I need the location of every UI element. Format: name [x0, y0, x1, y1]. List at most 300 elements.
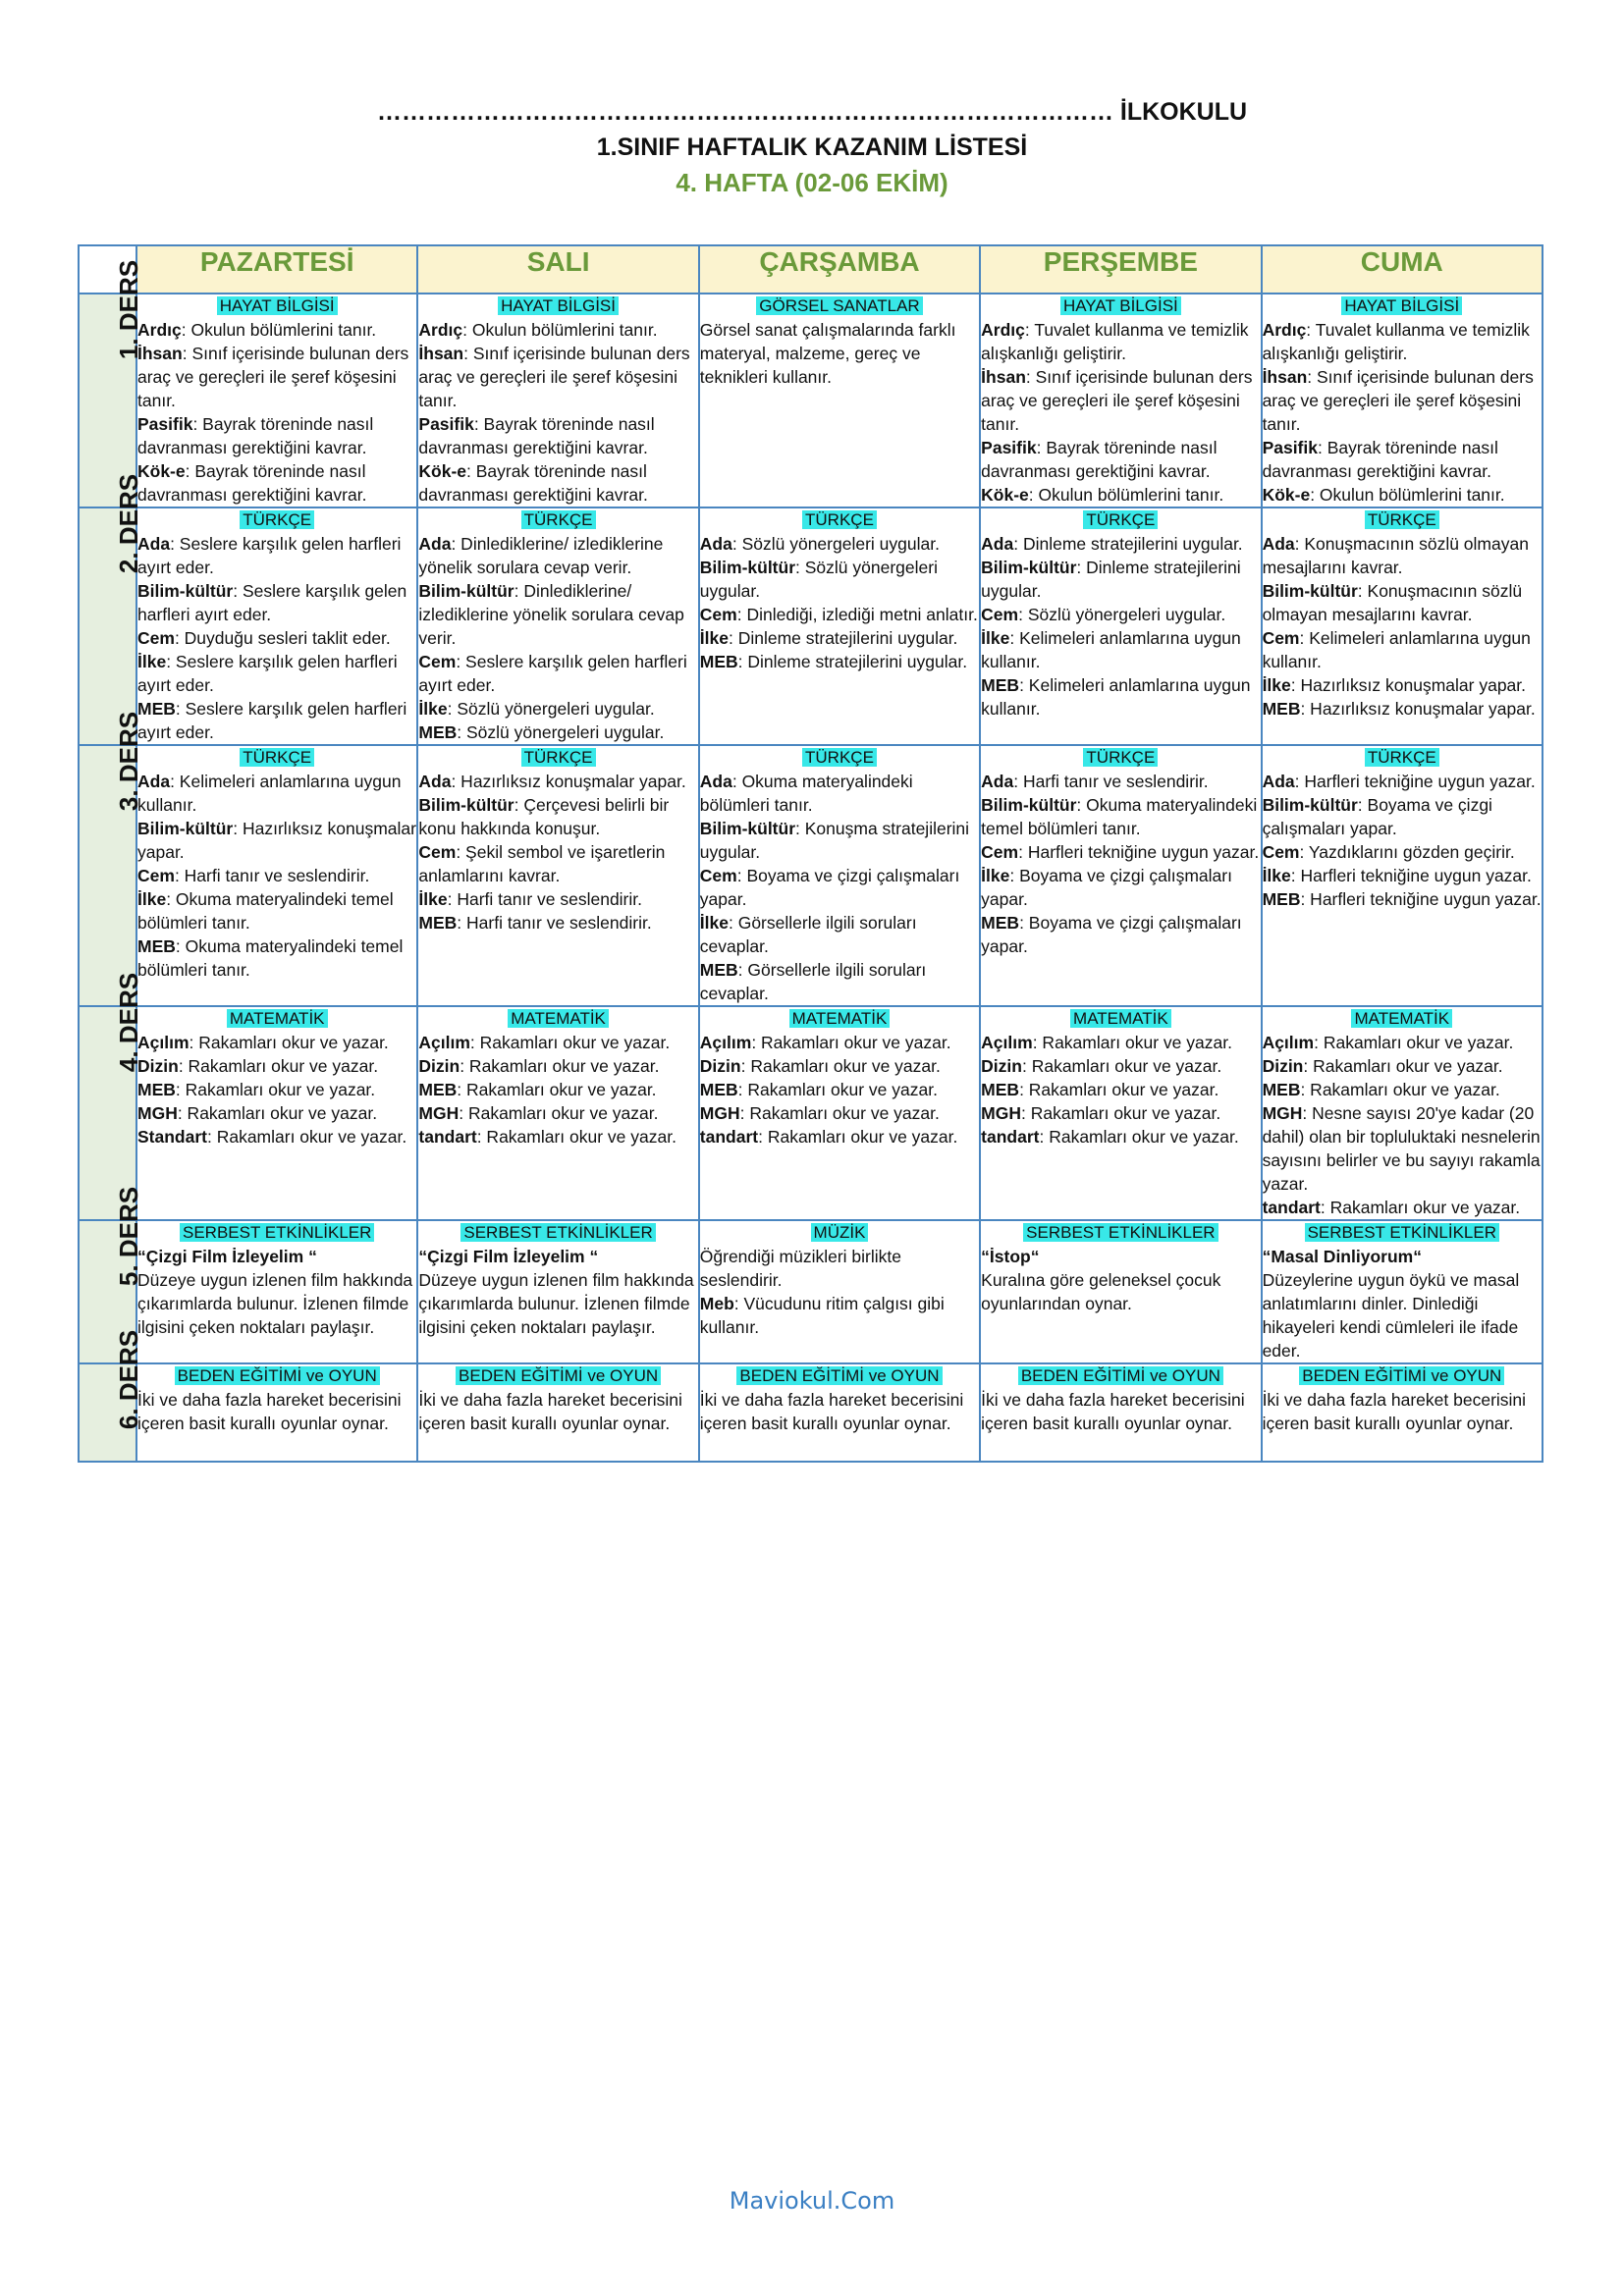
objective-text: : Rakamları okur ve yazar. [1320, 1198, 1521, 1217]
source-label: Dizin [418, 1056, 460, 1076]
objective-entry [981, 603, 1260, 626]
subject-label: BEDEN EĞİTİMİ ve OYUN [175, 1366, 380, 1385]
lesson-label: 6. DERS [114, 1329, 144, 1430]
source-label: Kök-e [981, 485, 1029, 505]
objective-text: : Rakamları okur ve yazar. [739, 1103, 940, 1123]
objective-text: : Rakamları okur ve yazar. [476, 1127, 677, 1147]
source-label: MGH [1262, 1103, 1303, 1123]
objective-entry [418, 1245, 697, 1268]
source-label: Cem [1262, 628, 1300, 648]
lesson-cell-monday [136, 294, 417, 507]
objective-text: : Harfleri tekniğine uygun yazar. [1294, 772, 1536, 791]
objective-text: : Sözlü yönergeleri uygular. [457, 722, 665, 742]
subject-heading [1263, 1007, 1542, 1030]
objective-text: : Kelimeleri anlamlarına uygun kullanır. [981, 628, 1241, 671]
objective-text: : Duyduğu sesleri taklit eder. [174, 628, 391, 648]
subject-heading [700, 294, 979, 317]
source-label: Bilim-kültür [699, 819, 796, 838]
objective-entry [700, 318, 979, 389]
source-label: Bilim-kültür [418, 795, 514, 815]
lesson-cell-wednesday [699, 1363, 980, 1462]
objective-entry [137, 1101, 416, 1125]
objective-entry [418, 532, 697, 579]
objective-text: : Bayrak töreninde nasıl davranması gerektiğini kavrar. [981, 438, 1218, 481]
objective-text: : Sözlü yönergeleri uygular. [699, 558, 938, 601]
subject-heading [418, 1221, 697, 1244]
lesson-row [79, 745, 1543, 1006]
objective-entry [137, 412, 416, 459]
subject-label: SERBEST ETKİNLİKLER [1305, 1223, 1499, 1242]
objective-entry [981, 1101, 1260, 1125]
objective-entry [1263, 793, 1542, 840]
subject-heading [137, 746, 416, 769]
source-label: Cem [137, 866, 175, 885]
subject-label: TÜRKÇE [802, 748, 877, 767]
lesson-label: 4. DERS [114, 972, 144, 1073]
objective-text: : Boyama ve çizgi çalışmaları yapar. [699, 866, 960, 909]
source-label: Cem [418, 652, 457, 671]
objective-text: : Dinleme stratejilerini uygular. [728, 628, 958, 648]
lesson-label-cell [79, 1329, 144, 1462]
lesson-cell-thursday [980, 1220, 1261, 1363]
objective-entry [700, 603, 979, 626]
subject-heading [1263, 746, 1542, 769]
objective-text: : Sözlü yönergeleri uygular. [447, 699, 655, 719]
objective-entry [137, 318, 416, 342]
objective-entry [1263, 1245, 1542, 1268]
objective-entry [137, 697, 416, 744]
source-label: Dizin [699, 1056, 741, 1076]
objective-entry [981, 483, 1260, 507]
lesson-cell-tuesday [417, 294, 698, 507]
objective-entry [700, 911, 979, 958]
source-label: Dizin [137, 1056, 179, 1076]
source-label: Ada [1262, 534, 1295, 554]
objective-entry [137, 459, 416, 507]
objective-text: : Sözlü yönergeleri uygular. [1018, 605, 1226, 624]
objective-entry [418, 1078, 697, 1101]
lesson-cell-wednesday [699, 1220, 980, 1363]
subject-label: MATEMATİK [508, 1009, 609, 1028]
objective-entry [418, 318, 697, 342]
source-label: Dizin [1262, 1056, 1304, 1076]
source-label: Ardıç [137, 320, 182, 340]
source-label: MGH [137, 1103, 178, 1123]
subject-heading [1263, 1221, 1542, 1244]
lesson-cell-monday [136, 1363, 417, 1462]
subject-label: BEDEN EĞİTİMİ ve OYUN [1299, 1366, 1504, 1385]
subject-label: TÜRKÇE [240, 510, 314, 529]
subject-label: SERBEST ETKİNLİKLER [460, 1223, 655, 1242]
subject-heading [700, 1221, 979, 1244]
objective-entry [137, 1125, 416, 1148]
day-header-thursday: PERŞEMBE [980, 245, 1261, 294]
objective-entry [418, 770, 697, 793]
subject-label: MÜZİK [811, 1223, 869, 1242]
source-label: İlke [1262, 866, 1291, 885]
source-label: MGH [418, 1103, 460, 1123]
objective-text: : Sınıf içerisinde bulunan ders araç ve gereçleri ile şeref köşesini tanır. [418, 344, 690, 410]
objective-entry [1263, 532, 1542, 579]
objective-text: : Okuma materyalindeki temel bölümleri tanır. [981, 795, 1258, 838]
objective-text: : Harfi tanır ve seslendirir. [457, 913, 652, 933]
objective-text: : Rakamları okur ve yazar. [175, 1080, 376, 1099]
source-label: Bilim-kültür [137, 819, 234, 838]
objective-text: : Rakamları okur ve yazar. [177, 1103, 378, 1123]
objective-text: : Rakamları okur ve yazar. [178, 1056, 379, 1076]
objective-entry [1263, 626, 1542, 673]
subject-label: TÜRKÇE [1365, 510, 1439, 529]
lesson-cell-wednesday [699, 1006, 980, 1220]
lesson-cell-friday [1262, 1220, 1543, 1363]
day-header-row [79, 245, 1543, 294]
source-label: MEB [1262, 889, 1301, 909]
objective-text: : Rakamları okur ve yazar. [460, 1056, 660, 1076]
objective-text: : Bayrak töreninde nasıl davranması gerektiğini kavrar. [1262, 438, 1498, 481]
objective-text: : Rakamları okur ve yazar. [1303, 1056, 1503, 1076]
objective-text: : Çerçevesi belirli bir konu hakkında konuşur. [418, 795, 670, 838]
objective-text: : Hazırlıksız konuşmalar yapar. [451, 772, 686, 791]
objective-entry [981, 1054, 1260, 1078]
objective-entry [1263, 673, 1542, 697]
source-label: Cem [981, 605, 1019, 624]
source-label: Ada [699, 772, 732, 791]
source-label: tandart [699, 1127, 759, 1147]
objective-entry [418, 887, 697, 911]
source-label: Cem [1262, 842, 1300, 862]
objective-text: : Rakamları okur ve yazar. [1021, 1056, 1222, 1076]
objective-entry [700, 650, 979, 673]
source-label: Cem [137, 628, 175, 648]
objective-entry [700, 1245, 979, 1292]
source-label: İlke [418, 889, 448, 909]
lesson-cell-thursday [980, 294, 1261, 507]
objective-entry [1263, 1388, 1542, 1435]
objective-entry [1263, 1054, 1542, 1078]
objective-entry [137, 1078, 416, 1101]
subject-heading [137, 294, 416, 317]
lesson-cell-wednesday [699, 507, 980, 745]
source-label: Cem [981, 842, 1019, 862]
subject-heading [1263, 508, 1542, 531]
subject-label: BEDEN EĞİTİMİ ve OYUN [456, 1366, 661, 1385]
objective-entry [1263, 318, 1542, 365]
objective-text: : Bayrak töreninde nasıl davranması gerektiğini kavrar. [137, 414, 374, 457]
lesson-label: 2. DERS [114, 473, 144, 574]
day-header-tuesday: SALI [417, 245, 698, 294]
lesson-cell-friday [1262, 1006, 1543, 1220]
subject-heading [700, 1007, 979, 1030]
lesson-cell-thursday [980, 745, 1261, 1006]
day-header-monday: PAZARTESİ [136, 245, 417, 294]
lesson-row [79, 294, 1543, 507]
objective-text: : Rakamları okur ve yazar. [1300, 1080, 1500, 1099]
objective-text: : Okulun bölümlerini tanır. [1028, 485, 1224, 505]
lesson-cell-tuesday [417, 1220, 698, 1363]
footer-site-name: Maviokul.Com [729, 2187, 895, 2215]
objective-entry [981, 626, 1260, 673]
objective-entry [418, 1031, 697, 1054]
source-label: İlke [981, 628, 1010, 648]
source-label: MEB [418, 1080, 458, 1099]
objective-text: : Görsellerle ilgili soruları cevaplar. [699, 913, 917, 956]
objective-text: : Seslere karşılık gelen harfleri ayırt eder. [418, 652, 687, 695]
objective-entry [418, 342, 697, 412]
lesson-label: 1. DERS [114, 259, 144, 360]
objective-entry [981, 1125, 1260, 1148]
objective-text: : Harfi tanır ve seslendirir. [174, 866, 370, 885]
objective-entry [700, 626, 979, 650]
objective-text: : Sınıf içerisinde bulunan ders araç ve gereçleri ile şeref köşesini tanır. [981, 367, 1253, 434]
source-label: Kök-e [418, 461, 467, 481]
objective-entry [418, 793, 697, 840]
objective-text: : Bayrak töreninde nasıl davranması gerektiğini kavrar. [418, 461, 648, 505]
source-label: Ada [137, 534, 171, 554]
day-header-friday: CUMA [1262, 245, 1543, 294]
source-label: tandart [418, 1127, 477, 1147]
objective-text: : Rakamları okur ve yazar. [758, 1127, 958, 1147]
source-label: Pasifik [981, 438, 1037, 457]
source-label: Bilim-kültür [1262, 581, 1358, 601]
objective-text: : Görsellerle ilgili soruları cevaplar. [699, 960, 927, 1003]
objective-text: : Konuşmacının sözlü olmayan mesajlarını kavrar. [1262, 534, 1529, 577]
subject-label: SERBEST ETKİNLİKLER [180, 1223, 374, 1242]
objective-entry [700, 1388, 979, 1435]
lesson-cell-wednesday [699, 745, 980, 1006]
objective-entry [1263, 887, 1542, 911]
objective-text: : Rakamları okur ve yazar. [1021, 1103, 1221, 1123]
objective-entry [700, 864, 979, 911]
objective-entry [700, 770, 979, 817]
source-label: İhsan [418, 344, 464, 363]
objective-text: : Rakamları okur ve yazar. [751, 1033, 951, 1052]
source-label: Ada [1262, 772, 1295, 791]
lesson-cell-monday [136, 1220, 417, 1363]
lesson-cell-thursday [980, 1006, 1261, 1220]
objective-text: : Okulun bölümlerini tanır. [462, 320, 658, 340]
objective-text: : Kelimeleri anlamlarına uygun kullanır. [1262, 628, 1531, 671]
objective-entry [418, 1125, 697, 1148]
objective-text: : Harfleri tekniğine uygun yazar. [1018, 842, 1260, 862]
objective-text: : Konuşmacının sözlü olmayan mesajlarını kavrar. [1262, 581, 1523, 624]
source-label: MEB [699, 652, 738, 671]
objective-text: Öğrendiği müzikleri birlikte seslendirir. [699, 1247, 901, 1290]
objective-entry [700, 1125, 979, 1148]
objective-entry [700, 817, 979, 864]
subject-heading [981, 294, 1260, 317]
objective-entry [981, 556, 1260, 603]
objective-text: : Dinlediklerine/ izlediklerine yönelik sorulara cevap verir. [418, 581, 684, 648]
subject-label: MATEMATİK [1070, 1009, 1171, 1028]
source-label: Ada [981, 534, 1014, 554]
objective-text: : Bayrak töreninde nasıl davranması gerektiğini kavrar. [418, 414, 655, 457]
lesson-cell-tuesday [417, 1006, 698, 1220]
source-label: Bilim-kültür [699, 558, 796, 577]
subject-heading [1263, 294, 1542, 317]
objective-entry [137, 1388, 416, 1435]
objective-text: : Tuvalet kullanma ve temizlik alışkanlığı geliştirir. [1262, 320, 1530, 363]
source-label: tandart [981, 1127, 1040, 1147]
objective-entry [418, 1101, 697, 1125]
lesson-cell-tuesday [417, 1363, 698, 1462]
objective-text: Düzeye uygun izlenen film hakkında çıkarımlarda bulunur. İzlenen filmde ilgisini çeken noktaları paylaşır. [137, 1270, 413, 1337]
objective-entry [1263, 1101, 1542, 1196]
subject-heading [137, 508, 416, 531]
source-label: Ada [981, 772, 1014, 791]
subject-label: HAYAT BİLGİSİ [498, 296, 619, 315]
source-label: İlke [699, 913, 729, 933]
lesson-cell-thursday [980, 507, 1261, 745]
subject-heading [137, 1221, 416, 1244]
objective-text: : Rakamları okur ve yazar. [1314, 1033, 1514, 1052]
source-label: Ada [699, 534, 732, 554]
source-label: Kök-e [137, 461, 186, 481]
source-label: Cem [418, 842, 457, 862]
lesson-cell-wednesday [699, 294, 980, 507]
objective-entry [418, 412, 697, 459]
objective-text: İki ve daha fazla hareket becerisini içeren basit kurallı oyunlar oynar. [1262, 1390, 1527, 1433]
objective-text: Düzeye uygun izlenen film hakkında çıkarımlarda bulunur. İzlenen filmde ilgisini çeken noktaları paylaşır. [418, 1270, 694, 1337]
source-label: MEB [137, 936, 176, 956]
objective-text: : Boyama ve çizgi çalışmaları yapar. [981, 913, 1242, 956]
subject-label: BEDEN EĞİTİMİ ve OYUN [1018, 1366, 1223, 1385]
objective-entry [700, 532, 979, 556]
objective-entry [418, 697, 697, 721]
objective-text: : Tuvalet kullanma ve temizlik alışkanlığı geliştirir. [981, 320, 1249, 363]
objective-text: : Boyama ve çizgi çalışmaları yapar. [981, 866, 1232, 909]
source-label: Pasifik [137, 414, 193, 434]
objective-entry [1263, 365, 1542, 436]
objective-entry [418, 650, 697, 697]
objective-text: : Hazırlıksız konuşmalar yapar. [1290, 675, 1527, 695]
subject-label: BEDEN EĞİTİMİ ve OYUN [736, 1366, 942, 1385]
lesson-row [79, 1363, 1543, 1462]
source-label: İlke [137, 652, 167, 671]
objective-entry [1263, 770, 1542, 793]
lesson-label-cell [79, 473, 144, 745]
source-label: İhsan [137, 344, 183, 363]
source-label: İlke [1262, 675, 1291, 695]
objective-entry [137, 650, 416, 697]
objective-text: : Rakamları okur ve yazar. [459, 1103, 659, 1123]
objective-entry [137, 934, 416, 982]
source-label: İhsan [1262, 367, 1308, 387]
objective-text: : Seslere karşılık gelen harfleri ayırt eder. [137, 652, 398, 695]
objective-entry [981, 864, 1260, 911]
lesson-row [79, 507, 1543, 745]
source-label: Standart [137, 1127, 207, 1147]
objective-entry [981, 436, 1260, 483]
objective-text: : Okulun bölümlerini tanır. [1310, 485, 1505, 505]
objective-entry [137, 1268, 416, 1339]
subject-heading [981, 746, 1260, 769]
objective-text: : Hazırlıksız konuşmalar yapar. [137, 819, 416, 862]
source-label: Cem [699, 866, 737, 885]
source-label: Ardıç [981, 320, 1025, 340]
source-label: Ada [418, 534, 452, 554]
objective-text: : Sözlü yönergeleri uygular. [731, 534, 940, 554]
objective-entry [418, 840, 697, 887]
objective-entry [418, 1388, 697, 1435]
objective-text: : Seslere karşılık gelen harfleri ayırt eder. [137, 581, 407, 624]
lesson-label-cell [79, 711, 144, 1006]
source-label: Pasifik [418, 414, 474, 434]
subject-heading [981, 508, 1260, 531]
source-label: Dizin [981, 1056, 1022, 1076]
lesson-row [79, 1006, 1543, 1220]
objective-entry [1263, 436, 1542, 483]
source-label: Açılım [137, 1033, 189, 1052]
document-header [0, 94, 1624, 200]
objective-entry [418, 911, 697, 934]
source-label: MEB [137, 699, 176, 719]
objective-text: : Dinleme stratejilerini uygular. [1013, 534, 1243, 554]
source-label: “Çizgi Film İzleyelim “ [418, 1247, 599, 1266]
source-label: Ardıç [418, 320, 463, 340]
subject-label: TÜRKÇE [521, 510, 596, 529]
subject-label: MATEMATİK [227, 1009, 328, 1028]
lesson-cell-monday [136, 507, 417, 745]
objective-text: : Okulun bölümlerini tanır. [181, 320, 377, 340]
objective-text: : Konuşma stratejilerini uygular. [699, 819, 970, 862]
objective-text: : Seslere karşılık gelen harfleri ayırt eder. [137, 699, 407, 742]
objective-entry [981, 1031, 1260, 1054]
lesson-cell-tuesday [417, 745, 698, 1006]
objective-entry [418, 1268, 697, 1339]
objective-text: Kuralına göre geleneksel çocuk oyunlarından oynar. [981, 1270, 1221, 1313]
source-label: İlke [418, 699, 448, 719]
objective-entry [981, 1245, 1260, 1268]
source-label: Bilim-kültür [137, 581, 234, 601]
source-label: MEB [699, 960, 738, 980]
source-label: İlke [981, 866, 1010, 885]
objective-text: Görsel sanat çalışmalarında farklı materyal, malzeme, gereç ve teknikleri kullanır. [699, 320, 956, 387]
objective-text: : Dinlediklerine/ izlediklerine yönelik sorulara cevap verir. [418, 534, 664, 577]
subject-heading [700, 508, 979, 531]
subject-label: TÜRKÇE [1083, 748, 1158, 767]
objective-entry [137, 1031, 416, 1054]
subject-label: TÜRKÇE [240, 748, 314, 767]
source-label: tandart [1262, 1198, 1321, 1217]
objective-text: : Dinleme stratejilerini uygular. [981, 558, 1241, 601]
document-title: 1.SINIF HAFTALIK KAZANIM LİSTESİ [596, 133, 1028, 161]
subject-label: TÜRKÇE [802, 510, 877, 529]
objective-entry [700, 1031, 979, 1054]
source-label: Açılım [418, 1033, 470, 1052]
objective-text: : Şekil sembol ve işaretlerin anlamlarını kavrar. [418, 842, 666, 885]
source-label: “Çizgi Film İzleyelim “ [137, 1247, 317, 1266]
source-label: Açılım [1262, 1033, 1315, 1052]
objective-text: : Boyama ve çizgi çalışmaları yapar. [1262, 795, 1492, 838]
source-label: Açılım [699, 1033, 752, 1052]
objective-text: İki ve daha fazla hareket becerisini içeren basit kurallı oyunlar oynar. [699, 1390, 964, 1433]
source-label: Ada [418, 772, 452, 791]
objective-entry [1263, 579, 1542, 626]
objective-entry [137, 887, 416, 934]
subject-heading [137, 1007, 416, 1030]
source-label: Açılım [981, 1033, 1033, 1052]
objective-entry [700, 958, 979, 1005]
lesson-cell-monday [136, 1006, 417, 1220]
lesson-cell-thursday [980, 1363, 1261, 1462]
source-label: MEB [981, 1080, 1020, 1099]
objective-text: : Nesne sayısı 20'ye kadar (20 dahil) olan bir topluluktaki nesnelerin sayısını belirler ve bu sayıyı rakamla yazar. [1262, 1103, 1541, 1194]
lesson-cell-friday [1262, 507, 1543, 745]
source-label: MEB [418, 913, 458, 933]
objective-entry [137, 342, 416, 412]
objective-text: : Rakamları okur ve yazar. [1032, 1033, 1232, 1052]
lesson-cell-tuesday [417, 507, 698, 745]
